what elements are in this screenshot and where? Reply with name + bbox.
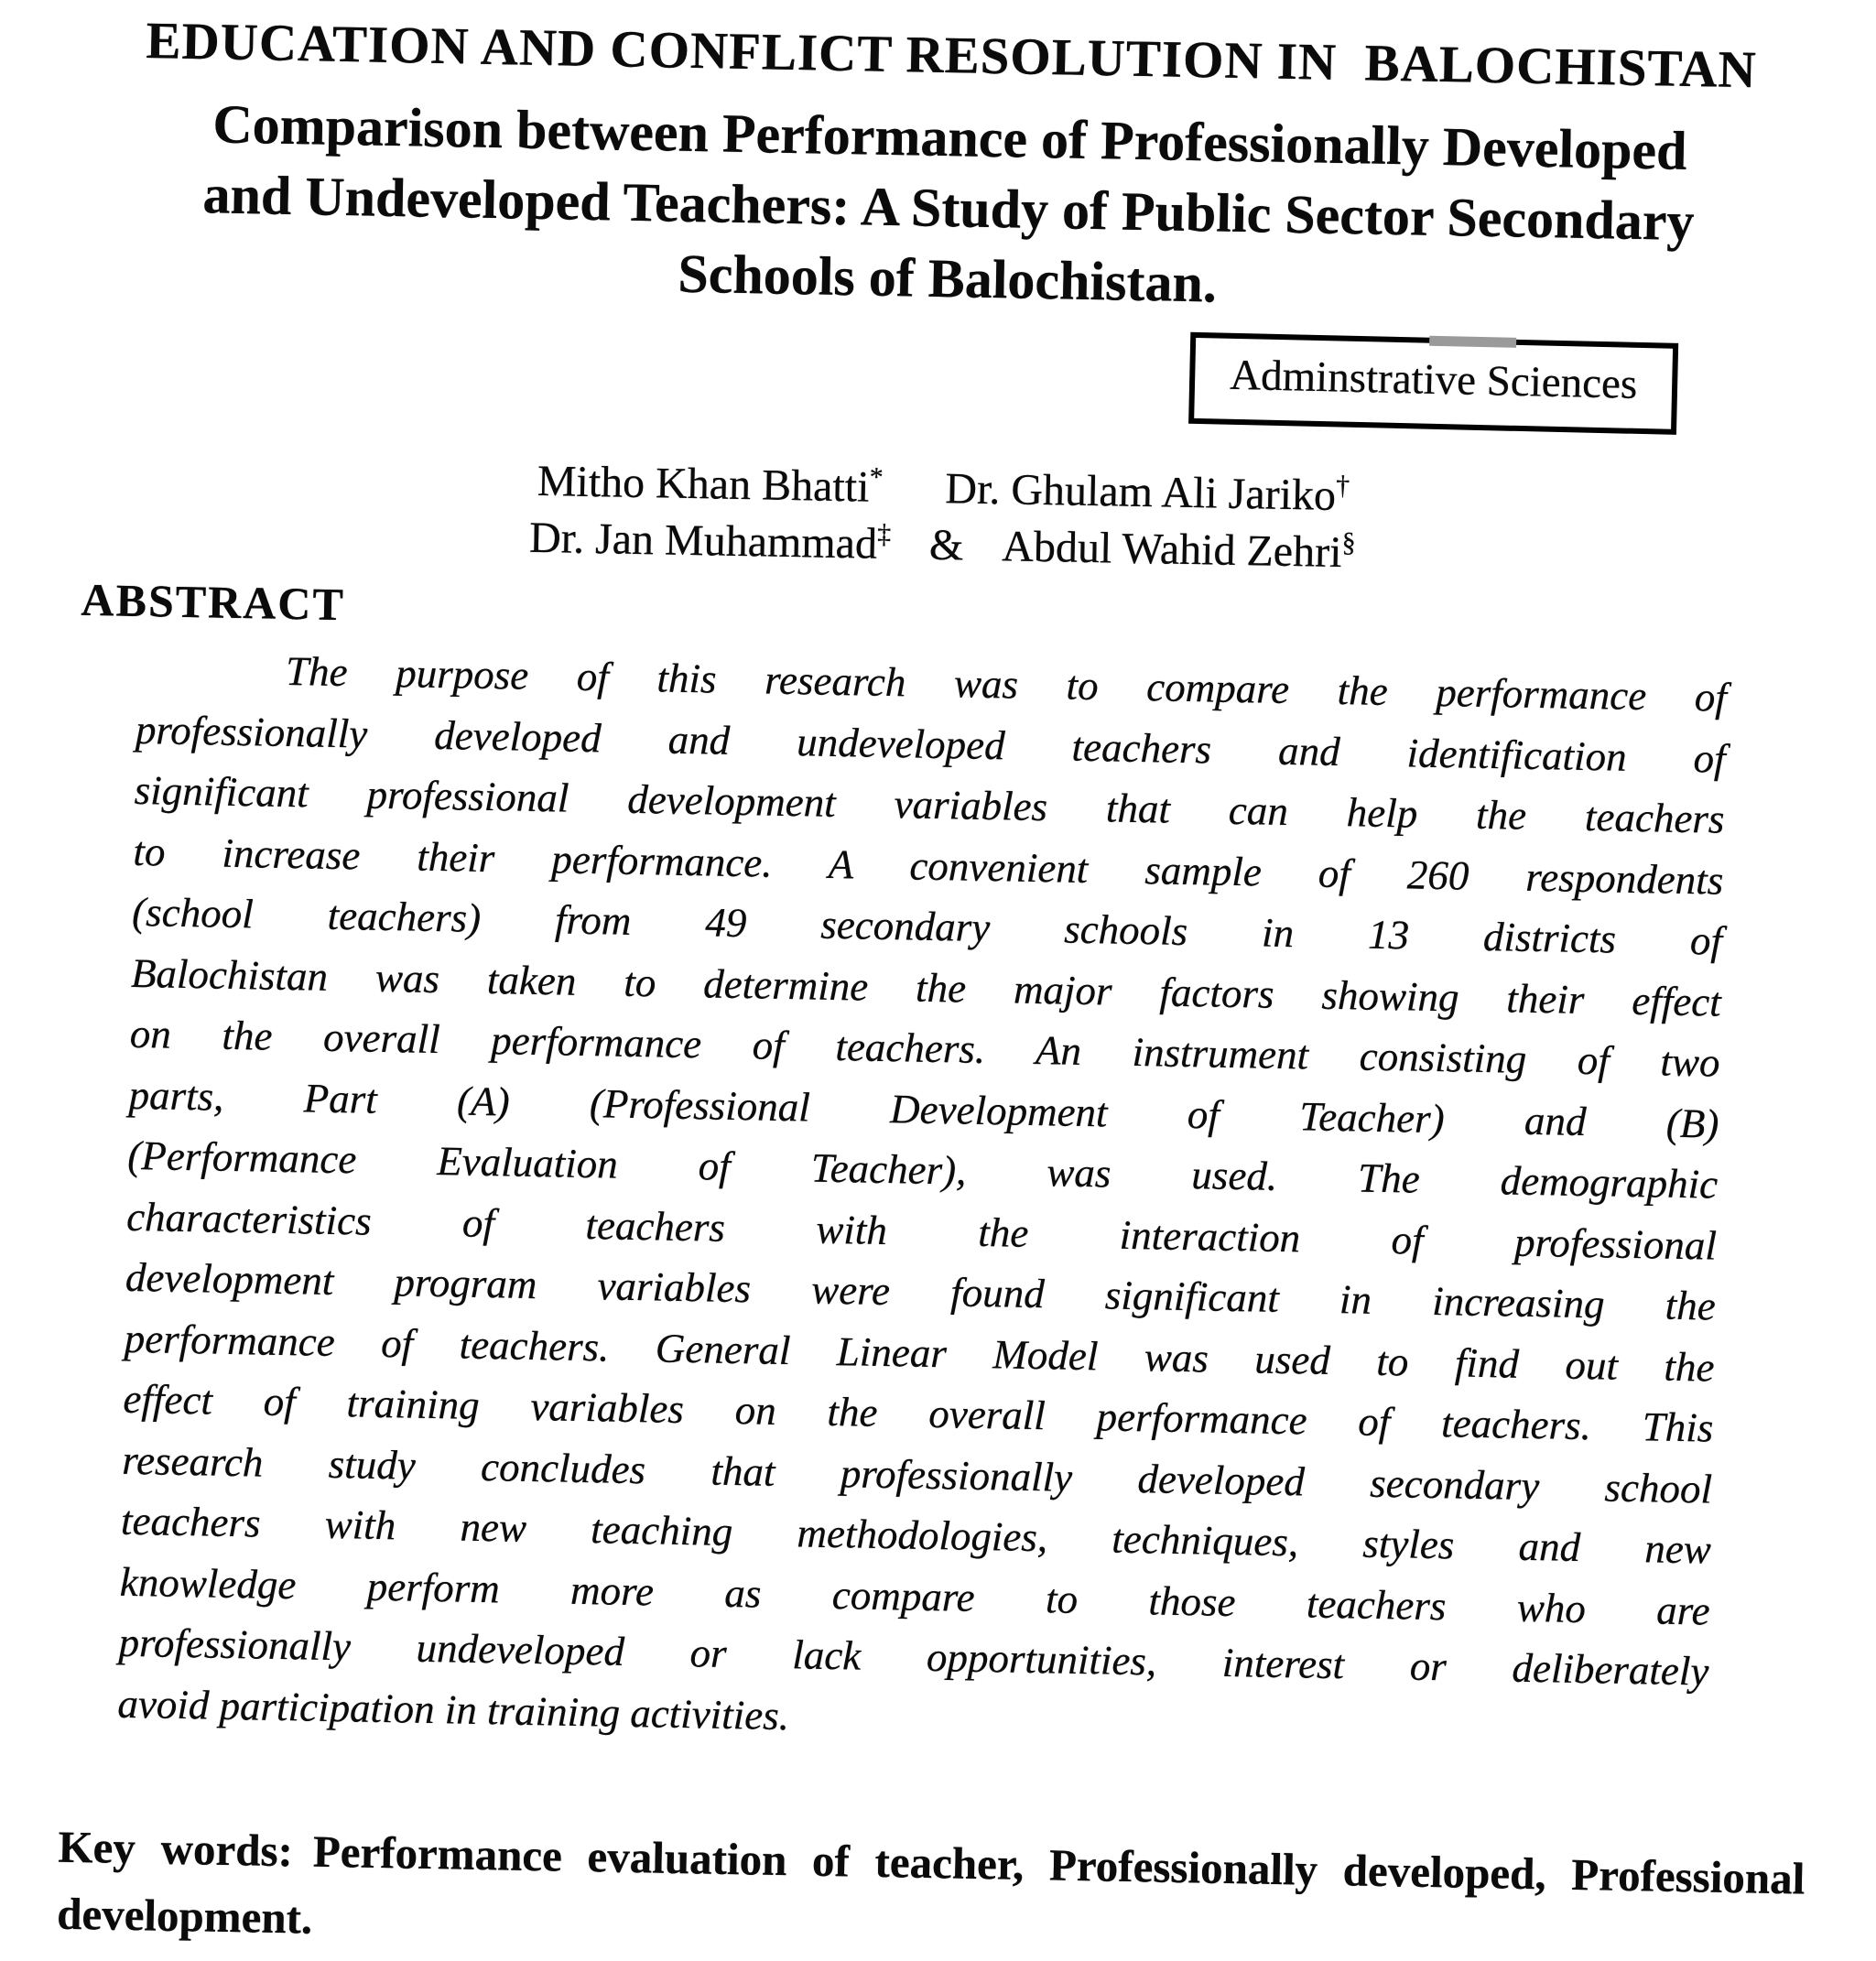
abstract-line: parts, Part (A) (Professional Development of Teacher) and (B) — [128, 1071, 1719, 1147]
abstract-line: professionally developed and undeveloped teachers and identification of — [135, 706, 1727, 782]
author-name: Dr. Jan Muhammad — [528, 513, 878, 569]
abstract-line: avoid participation in training activities. — [117, 1680, 790, 1739]
abstract-line: to increase their performance. A convenient sample of 260 respondents — [133, 828, 1724, 904]
abstract-line: characteristics of teachers with the interaction of professional — [125, 1193, 1718, 1269]
abstract-line: effect of training variables on the overall performance of teachers. This — [123, 1375, 1714, 1451]
abstract-line: development program variables were found significant in increasing the — [125, 1253, 1717, 1329]
abstract-line: knowledge perform more as compare to those teachers who are — [119, 1558, 1711, 1634]
author-footnote-marker: † — [1335, 470, 1350, 502]
paper-subtitle-line: and Undeveloped Teachers: A Study of Public Sector Secondary — [202, 164, 1696, 253]
author — [1002, 518, 1356, 581]
keywords-block — [57, 1814, 1806, 1961]
scan-artifact — [1429, 336, 1516, 348]
abstract-line: Balochistan was taken to determine the major factors showing their effect — [130, 949, 1722, 1025]
abstract-body — [117, 638, 1728, 1763]
keywords-text: Performance evaluation of teacher, Professionally developed, Professional development. — [56, 1826, 1806, 1944]
abstract-line: The purpose of this research was to compare the performance of — [285, 647, 1728, 720]
paper-subtitle-line: Schools of Balochistan. — [677, 243, 1218, 314]
abstract-line: on the overall performance of teachers. An instrument consisting of two — [129, 1010, 1721, 1086]
abstract-line: teachers with new teaching methodologies, techniques, styles and new — [120, 1497, 1712, 1573]
author-name: Dr. Ghulam Ali Jariko — [944, 464, 1337, 520]
author-name: Mitho Khan Bhatti — [537, 456, 870, 512]
author-name: Abdul Wahid Zehri — [1001, 522, 1342, 578]
abstract-line: research study concludes that professionally developed secondary school — [121, 1436, 1713, 1512]
abstract-line: professionally undeveloped or lack opportunities, interest or deliberately — [118, 1619, 1709, 1695]
abstract-line: (school teachers) from 49 secondary schools in 13 districts of — [131, 888, 1723, 964]
field-box-row — [6, 311, 1876, 456]
abstract-line: (Performance Evaluation of Teacher), was used. The demographic — [126, 1132, 1719, 1208]
author-footnote-marker: § — [1341, 527, 1356, 558]
keywords-label: Key words: — [58, 1821, 294, 1877]
author-separator: & — [928, 520, 964, 570]
field-label: Adminstrative Sciences — [1229, 351, 1638, 408]
author — [537, 453, 884, 516]
author-footnote-marker: * — [869, 461, 884, 493]
author — [529, 510, 892, 573]
paper-subtitle-line: Comparison between Performance of Professionally Developed — [211, 93, 1688, 181]
abstract-heading: ABSTRACT — [81, 573, 346, 631]
author — [945, 460, 1350, 525]
paper-subtitle — [9, 85, 1876, 331]
author-block — [4, 443, 1876, 591]
field-box — [1188, 332, 1678, 435]
author-footnote-marker: ‡ — [876, 518, 892, 550]
abstract-line: significant professional development variables that can help the teachers — [134, 766, 1725, 842]
paper-title: EDUCATION AND CONFLICT RESOLUTION IN BALOCHISTAN — [146, 12, 1758, 100]
abstract-line: performance of teachers. General Linear Model was used to find out the — [124, 1315, 1715, 1391]
